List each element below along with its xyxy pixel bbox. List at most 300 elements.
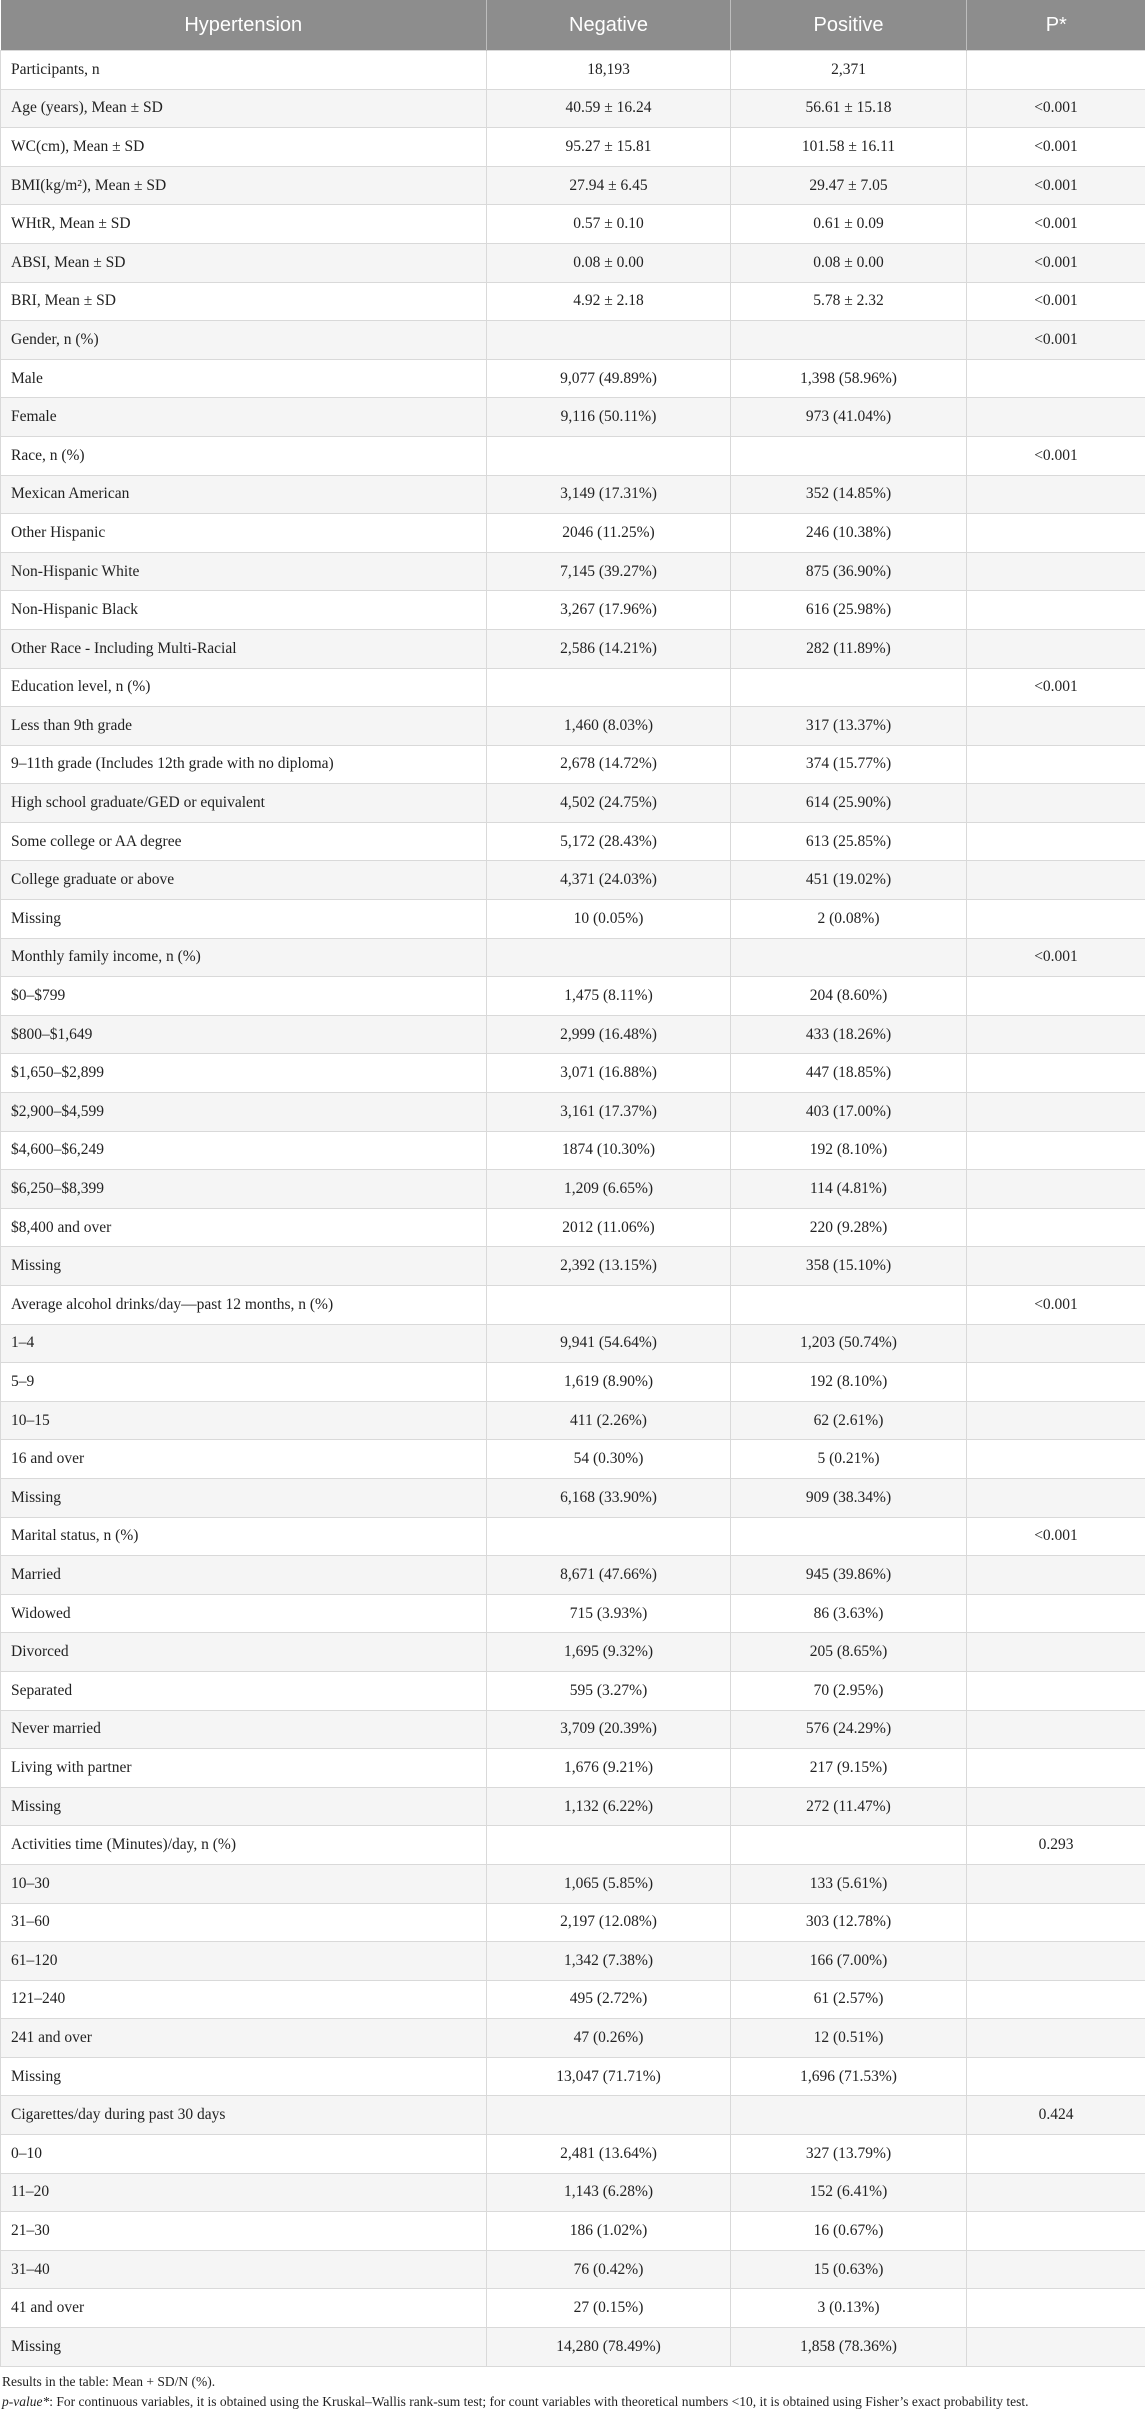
negative-cell: [487, 1517, 731, 1556]
p-value-cell: [967, 2057, 1145, 2096]
negative-cell: 1,132 (6.22%): [487, 1787, 731, 1826]
table-row: [1, 1478, 1145, 1517]
negative-cell: 10 (0.05%): [487, 900, 731, 939]
negative-cell: 2046 (11.25%): [487, 514, 731, 553]
positive-cell: 192 (8.10%): [731, 1363, 967, 1402]
negative-cell: 7,145 (39.27%): [487, 552, 731, 591]
row-label-cell: $1,650–$2,899: [1, 1054, 487, 1093]
positive-cell: 220 (9.28%): [731, 1208, 967, 1247]
row-label-cell: $2,900–$4,599: [1, 1093, 487, 1132]
table-row: [1, 1594, 1145, 1633]
positive-cell: 272 (11.47%): [731, 1787, 967, 1826]
table-row: [1, 398, 1145, 437]
positive-cell: 945 (39.86%): [731, 1556, 967, 1595]
positive-cell: 70 (2.95%): [731, 1671, 967, 1710]
p-value-cell: [967, 1903, 1145, 1942]
table-row: [1, 900, 1145, 939]
negative-cell: 1,143 (6.28%): [487, 2173, 731, 2212]
header-p-value: P*: [967, 0, 1145, 51]
positive-cell: [731, 1517, 967, 1556]
table-row: [1, 359, 1145, 398]
row-label-cell: $800–$1,649: [1, 1015, 487, 1054]
negative-cell: 1,209 (6.65%): [487, 1170, 731, 1209]
row-label-cell: $6,250–$8,399: [1, 1170, 487, 1209]
p-value-cell: [967, 822, 1145, 861]
table-row: [1, 2250, 1145, 2289]
table-row: [1, 243, 1145, 282]
table-row: [1, 1749, 1145, 1788]
negative-cell: 2,586 (14.21%): [487, 629, 731, 668]
table-row: [1, 1633, 1145, 1672]
row-label-cell: 121–240: [1, 1980, 487, 2019]
negative-cell: 495 (2.72%): [487, 1980, 731, 2019]
negative-cell: 2,197 (12.08%): [487, 1903, 731, 1942]
negative-cell: 95.27 ± 15.81: [487, 128, 731, 167]
positive-cell: 613 (25.85%): [731, 822, 967, 861]
p-value-cell: [967, 514, 1145, 553]
table-row: [1, 2019, 1145, 2058]
negative-cell: 2,999 (16.48%): [487, 1015, 731, 1054]
table-row: [1, 1556, 1145, 1595]
negative-cell: 9,077 (49.89%): [487, 359, 731, 398]
table-row: [1, 51, 1145, 90]
p-value-cell: <0.001: [967, 321, 1145, 360]
table-row: [1, 2328, 1145, 2367]
positive-cell: 1,203 (50.74%): [731, 1324, 967, 1363]
negative-cell: 4,502 (24.75%): [487, 784, 731, 823]
positive-cell: 433 (18.26%): [731, 1015, 967, 1054]
negative-cell: 27.94 ± 6.45: [487, 166, 731, 205]
table-row: [1, 1401, 1145, 1440]
table-row: [1, 1826, 1145, 1865]
negative-cell: 2,392 (13.15%): [487, 1247, 731, 1286]
table-row: [1, 514, 1145, 553]
negative-cell: 2,678 (14.72%): [487, 745, 731, 784]
positive-cell: 217 (9.15%): [731, 1749, 967, 1788]
p-value-cell: 0.424: [967, 2096, 1145, 2135]
positive-cell: 451 (19.02%): [731, 861, 967, 900]
table-row: [1, 1980, 1145, 2019]
table-header: [1, 0, 1145, 51]
positive-cell: 2 (0.08%): [731, 900, 967, 939]
positive-cell: 86 (3.63%): [731, 1594, 967, 1633]
positive-cell: 246 (10.38%): [731, 514, 967, 553]
p-value-cell: [967, 1864, 1145, 1903]
positive-cell: 61 (2.57%): [731, 1980, 967, 2019]
p-value-cell: [967, 1671, 1145, 1710]
negative-cell: 1,065 (5.85%): [487, 1864, 731, 1903]
negative-cell: [487, 938, 731, 977]
p-value-cell: <0.001: [967, 282, 1145, 321]
table-row: [1, 745, 1145, 784]
positive-cell: 875 (36.90%): [731, 552, 967, 591]
row-label-cell: 31–40: [1, 2250, 487, 2289]
negative-cell: 1874 (10.30%): [487, 1131, 731, 1170]
positive-cell: 114 (4.81%): [731, 1170, 967, 1209]
negative-cell: 3,161 (17.37%): [487, 1093, 731, 1132]
p-value-cell: [967, 359, 1145, 398]
row-label-cell: 41 and over: [1, 2289, 487, 2328]
negative-cell: [487, 436, 731, 475]
row-label-cell: Missing: [1, 1247, 487, 1286]
table-body: [1, 51, 1145, 2367]
negative-cell: 8,671 (47.66%): [487, 1556, 731, 1595]
positive-cell: 614 (25.90%): [731, 784, 967, 823]
negative-cell: 1,342 (7.38%): [487, 1942, 731, 1981]
negative-cell: 1,676 (9.21%): [487, 1749, 731, 1788]
row-label-cell: Monthly family income, n (%): [1, 938, 487, 977]
negative-cell: 595 (3.27%): [487, 1671, 731, 1710]
table-row: [1, 822, 1145, 861]
row-label-cell: Divorced: [1, 1633, 487, 1672]
negative-cell: 14,280 (78.49%): [487, 2328, 731, 2367]
row-label-cell: Widowed: [1, 1594, 487, 1633]
p-value-cell: [967, 784, 1145, 823]
row-label-cell: 61–120: [1, 1942, 487, 1981]
table-row: [1, 321, 1145, 360]
p-value-cell: <0.001: [967, 668, 1145, 707]
p-value-cell: <0.001: [967, 205, 1145, 244]
negative-cell: 3,071 (16.88%): [487, 1054, 731, 1093]
p-value-cell: [967, 1633, 1145, 1672]
p-value-cell: <0.001: [967, 938, 1145, 977]
row-label-cell: Separated: [1, 1671, 487, 1710]
negative-cell: 3,267 (17.96%): [487, 591, 731, 630]
positive-cell: 303 (12.78%): [731, 1903, 967, 1942]
table-row: [1, 2135, 1145, 2174]
table-row: [1, 2096, 1145, 2135]
row-label-cell: Average alcohol drinks/day—past 12 months, n (%): [1, 1286, 487, 1325]
row-label-cell: Activities time (Minutes)/day, n (%): [1, 1826, 487, 1865]
row-label-cell: Male: [1, 359, 487, 398]
positive-cell: 1,696 (71.53%): [731, 2057, 967, 2096]
row-label-cell: Missing: [1, 900, 487, 939]
row-label-cell: ABSI, Mean ± SD: [1, 243, 487, 282]
p-value-cell: [967, 1749, 1145, 1788]
table-row: [1, 128, 1145, 167]
positive-cell: 56.61 ± 15.18: [731, 89, 967, 128]
positive-cell: 101.58 ± 16.11: [731, 128, 967, 167]
row-label-cell: $0–$799: [1, 977, 487, 1016]
table-row: [1, 1286, 1145, 1325]
negative-cell: 0.57 ± 0.10: [487, 205, 731, 244]
p-value-cell: <0.001: [967, 89, 1145, 128]
table-row: [1, 629, 1145, 668]
negative-cell: 13,047 (71.71%): [487, 2057, 731, 2096]
row-label-cell: Some college or AA degree: [1, 822, 487, 861]
positive-cell: 15 (0.63%): [731, 2250, 967, 2289]
negative-cell: 4,371 (24.03%): [487, 861, 731, 900]
row-label-cell: High school graduate/GED or equivalent: [1, 784, 487, 823]
positive-cell: 62 (2.61%): [731, 1401, 967, 1440]
negative-cell: 6,168 (33.90%): [487, 1478, 731, 1517]
p-value-cell: [967, 591, 1145, 630]
p-value-cell: <0.001: [967, 436, 1145, 475]
positive-cell: [731, 436, 967, 475]
positive-cell: 282 (11.89%): [731, 629, 967, 668]
header-hypertension: Hypertension: [1, 0, 487, 51]
negative-cell: 18,193: [487, 51, 731, 90]
p-value-cell: [967, 1787, 1145, 1826]
p-value-cell: [967, 1054, 1145, 1093]
p-value-cell: [967, 51, 1145, 90]
negative-cell: 1,695 (9.32%): [487, 1633, 731, 1672]
positive-cell: 358 (15.10%): [731, 1247, 967, 1286]
row-label-cell: Missing: [1, 2328, 487, 2367]
p-value-cell: 0.293: [967, 1826, 1145, 1865]
row-label-cell: 241 and over: [1, 2019, 487, 2058]
positive-cell: 205 (8.65%): [731, 1633, 967, 1672]
row-label-cell: 9–11th grade (Includes 12th grade with no diploma): [1, 745, 487, 784]
p-value-cell: [967, 1556, 1145, 1595]
row-label-cell: Other Hispanic: [1, 514, 487, 553]
negative-cell: 47 (0.26%): [487, 2019, 731, 2058]
positive-cell: 204 (8.60%): [731, 977, 967, 1016]
row-label-cell: Non-Hispanic White: [1, 552, 487, 591]
table-row: [1, 436, 1145, 475]
row-label-cell: BMI(kg/m²), Mean ± SD: [1, 166, 487, 205]
table-row: [1, 1363, 1145, 1402]
row-label-cell: 16 and over: [1, 1440, 487, 1479]
positive-cell: 973 (41.04%): [731, 398, 967, 437]
p-value-cell: [967, 2328, 1145, 2367]
p-value-cell: [967, 1247, 1145, 1286]
p-value-cell: [967, 2250, 1145, 2289]
row-label-cell: Female: [1, 398, 487, 437]
positive-cell: 12 (0.51%): [731, 2019, 967, 2058]
positive-cell: [731, 668, 967, 707]
positive-cell: 0.61 ± 0.09: [731, 205, 967, 244]
row-label-cell: Cigarettes/day during past 30 days: [1, 2096, 487, 2135]
positive-cell: 5.78 ± 2.32: [731, 282, 967, 321]
table-row: [1, 707, 1145, 746]
p-value-cell: [967, 1710, 1145, 1749]
p-value-cell: [967, 398, 1145, 437]
row-label-cell: 10–30: [1, 1864, 487, 1903]
p-value-cell: [967, 1170, 1145, 1209]
row-label-cell: Missing: [1, 1787, 487, 1826]
p-value-cell: [967, 629, 1145, 668]
positive-cell: 576 (24.29%): [731, 1710, 967, 1749]
table-row: [1, 1517, 1145, 1556]
table-row: [1, 1903, 1145, 1942]
row-label-cell: Gender, n (%): [1, 321, 487, 360]
p-value-cell: [967, 1015, 1145, 1054]
positive-cell: 192 (8.10%): [731, 1131, 967, 1170]
table-row: [1, 938, 1145, 977]
positive-cell: 327 (13.79%): [731, 2135, 967, 2174]
positive-cell: 403 (17.00%): [731, 1093, 967, 1132]
negative-cell: 5,172 (28.43%): [487, 822, 731, 861]
positive-cell: 2,371: [731, 51, 967, 90]
table-row: [1, 1015, 1145, 1054]
row-label-cell: Race, n (%): [1, 436, 487, 475]
row-label-cell: Education level, n (%): [1, 668, 487, 707]
table-row: [1, 1054, 1145, 1093]
p-value-cell: <0.001: [967, 166, 1145, 205]
p-value-cell: [967, 2135, 1145, 2174]
positive-cell: 1,858 (78.36%): [731, 2328, 967, 2367]
table-row: [1, 89, 1145, 128]
table-row: [1, 784, 1145, 823]
p-value-cell: [967, 1980, 1145, 2019]
negative-cell: 3,709 (20.39%): [487, 1710, 731, 1749]
negative-cell: 2,481 (13.64%): [487, 2135, 731, 2174]
negative-cell: 40.59 ± 16.24: [487, 89, 731, 128]
table-row: [1, 1787, 1145, 1826]
negative-cell: 186 (1.02%): [487, 2212, 731, 2251]
row-label-cell: Never married: [1, 1710, 487, 1749]
positive-cell: [731, 1286, 967, 1325]
p-value-cell: [967, 977, 1145, 1016]
row-label-cell: $8,400 and over: [1, 1208, 487, 1247]
positive-cell: 3 (0.13%): [731, 2289, 967, 2328]
negative-cell: 1,619 (8.90%): [487, 1363, 731, 1402]
row-label-cell: 5–9: [1, 1363, 487, 1402]
table-row: [1, 1093, 1145, 1132]
footnote-p-text: : For continuous variables, it is obtained using the Kruskal–Wallis rank-sum test; for count variables with theoretical numbers <10, it is obtained using Fisher’s exact probability test.: [49, 2394, 1028, 2409]
p-value-cell: [967, 707, 1145, 746]
table-row: [1, 591, 1145, 630]
positive-cell: 152 (6.41%): [731, 2173, 967, 2212]
table-row: [1, 1131, 1145, 1170]
negative-cell: [487, 2096, 731, 2135]
negative-cell: 411 (2.26%): [487, 1401, 731, 1440]
row-label-cell: WC(cm), Mean ± SD: [1, 128, 487, 167]
p-value-cell: [967, 1942, 1145, 1981]
negative-cell: [487, 1286, 731, 1325]
negative-cell: 2012 (11.06%): [487, 1208, 731, 1247]
p-value-cell: [967, 475, 1145, 514]
row-label-cell: 1–4: [1, 1324, 487, 1363]
p-value-cell: [967, 2289, 1145, 2328]
positive-cell: 166 (7.00%): [731, 1942, 967, 1981]
row-label-cell: WHtR, Mean ± SD: [1, 205, 487, 244]
row-label-cell: Participants, n: [1, 51, 487, 90]
p-value-cell: [967, 1208, 1145, 1247]
negative-cell: [487, 1826, 731, 1865]
p-value-cell: [967, 1401, 1145, 1440]
table-row: [1, 205, 1145, 244]
positive-cell: 29.47 ± 7.05: [731, 166, 967, 205]
positive-cell: 317 (13.37%): [731, 707, 967, 746]
table-row: [1, 1440, 1145, 1479]
table-row: [1, 1864, 1145, 1903]
table-row: [1, 475, 1145, 514]
row-label-cell: Non-Hispanic Black: [1, 591, 487, 630]
table-row: [1, 166, 1145, 205]
table-row: [1, 552, 1145, 591]
row-label-cell: Missing: [1, 1478, 487, 1517]
positive-cell: 352 (14.85%): [731, 475, 967, 514]
p-value-cell: [967, 1131, 1145, 1170]
row-label-cell: BRI, Mean ± SD: [1, 282, 487, 321]
positive-cell: 447 (18.85%): [731, 1054, 967, 1093]
p-value-cell: [967, 1440, 1145, 1479]
p-value-cell: <0.001: [967, 1517, 1145, 1556]
positive-cell: [731, 1826, 967, 1865]
p-value-cell: <0.001: [967, 1286, 1145, 1325]
positive-cell: [731, 938, 967, 977]
table-row: [1, 1942, 1145, 1981]
positive-cell: 374 (15.77%): [731, 745, 967, 784]
negative-cell: 54 (0.30%): [487, 1440, 731, 1479]
row-label-cell: Age (years), Mean ± SD: [1, 89, 487, 128]
row-label-cell: Less than 9th grade: [1, 707, 487, 746]
row-label-cell: 21–30: [1, 2212, 487, 2251]
p-value-cell: [967, 1324, 1145, 1363]
footnote-p-label: p-value*: [2, 2394, 49, 2409]
table-row: [1, 1324, 1145, 1363]
table-row: [1, 1170, 1145, 1209]
p-value-cell: [967, 900, 1145, 939]
negative-cell: 1,475 (8.11%): [487, 977, 731, 1016]
negative-cell: 3,149 (17.31%): [487, 475, 731, 514]
p-value-cell: [967, 745, 1145, 784]
positive-cell: [731, 2096, 967, 2135]
table-row: [1, 2057, 1145, 2096]
negative-cell: 9,941 (54.64%): [487, 1324, 731, 1363]
negative-cell: 27 (0.15%): [487, 2289, 731, 2328]
positive-cell: 0.08 ± 0.00: [731, 243, 967, 282]
header-negative: Negative: [487, 0, 731, 51]
table-row: [1, 2289, 1145, 2328]
p-value-cell: [967, 861, 1145, 900]
table-row: [1, 1247, 1145, 1286]
table-row: [1, 1671, 1145, 1710]
positive-cell: 1,398 (58.96%): [731, 359, 967, 398]
row-label-cell: $4,600–$6,249: [1, 1131, 487, 1170]
negative-cell: 1,460 (8.03%): [487, 707, 731, 746]
table-row: [1, 2212, 1145, 2251]
table-row: [1, 668, 1145, 707]
positive-cell: 16 (0.67%): [731, 2212, 967, 2251]
row-label-cell: Other Race - Including Multi-Racial: [1, 629, 487, 668]
p-value-cell: [967, 1478, 1145, 1517]
p-value-cell: [967, 1093, 1145, 1132]
row-label-cell: Marital status, n (%): [1, 1517, 487, 1556]
p-value-cell: [967, 552, 1145, 591]
row-label-cell: 31–60: [1, 1903, 487, 1942]
p-value-cell: [967, 1363, 1145, 1402]
row-label-cell: Married: [1, 1556, 487, 1595]
table-row: [1, 977, 1145, 1016]
negative-cell: 4.92 ± 2.18: [487, 282, 731, 321]
row-label-cell: Mexican American: [1, 475, 487, 514]
row-label-cell: 10–15: [1, 1401, 487, 1440]
negative-cell: [487, 321, 731, 360]
p-value-cell: [967, 2212, 1145, 2251]
p-value-cell: [967, 2173, 1145, 2212]
footnote-results: Results in the table: Mean + SD/N (%).: [2, 2372, 1143, 2392]
row-label-cell: 0–10: [1, 2135, 487, 2174]
negative-cell: [487, 668, 731, 707]
row-label-cell: 11–20: [1, 2173, 487, 2212]
row-label-cell: Living with partner: [1, 1749, 487, 1788]
p-value-cell: <0.001: [967, 243, 1145, 282]
table-footnotes: [0, 2367, 1145, 2412]
negative-cell: 9,116 (50.11%): [487, 398, 731, 437]
p-value-cell: [967, 2019, 1145, 2058]
header-positive: Positive: [731, 0, 967, 51]
table-row: [1, 282, 1145, 321]
p-value-cell: [967, 1594, 1145, 1633]
positive-cell: 616 (25.98%): [731, 591, 967, 630]
table-row: [1, 2173, 1145, 2212]
row-label-cell: Missing: [1, 2057, 487, 2096]
table-row: [1, 861, 1145, 900]
table-row: [1, 1208, 1145, 1247]
